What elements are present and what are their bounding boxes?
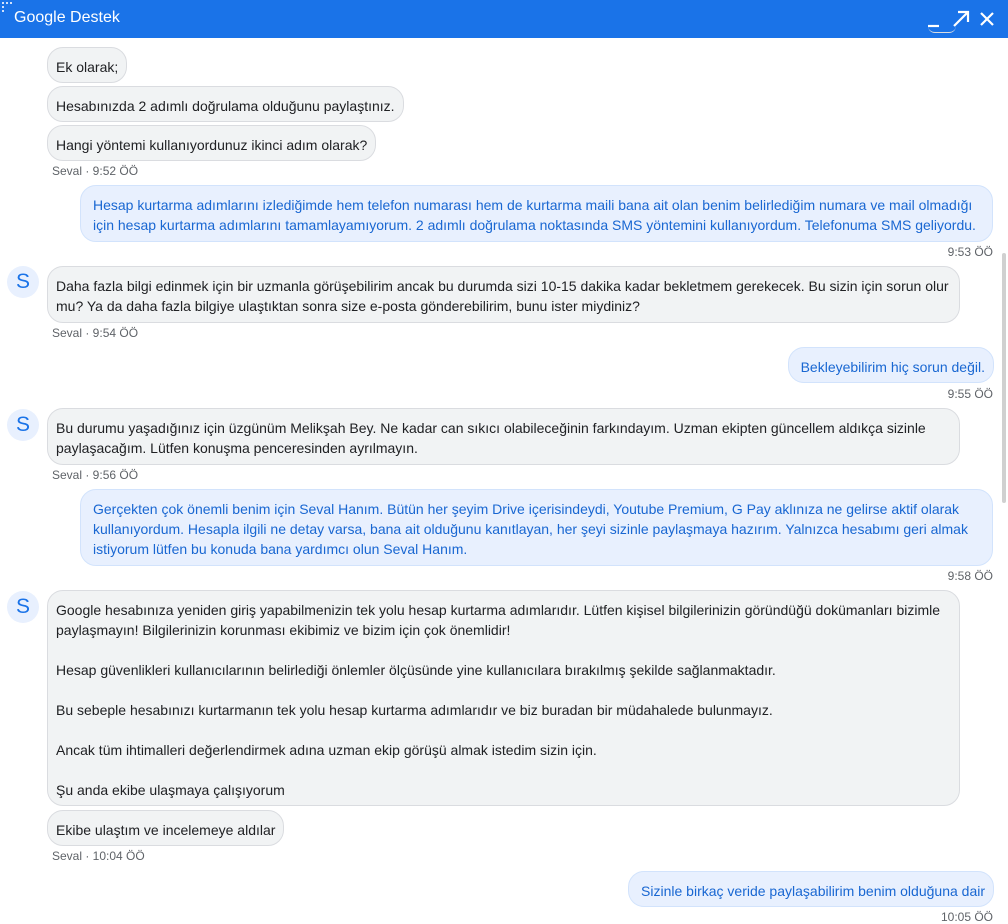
message-paragraph: Bu sebeple hesabınızı kurtarmanın tek yolu hesap kurtarma adımlarıdır ve biz buradan bir müdahalede bulunmayız. (56, 702, 773, 718)
agent-message: Ekibe ulaştım ve incelemeye aldılar (47, 810, 284, 846)
user-message: Sizinle birkaç veride paylaşabilirim benim olduğuna dair (628, 871, 994, 907)
user-message: Bekleyebilirim hiç sorun değil. (788, 347, 994, 383)
message-meta: Seval · 9:54 ÖÖ (52, 326, 139, 340)
scrollbar[interactable] (1001, 38, 1008, 923)
close-icon[interactable] (976, 8, 998, 30)
message-meta: 9:55 ÖÖ (947, 387, 993, 401)
user-message: Gerçekten çok önemli benim için Seval Hanım. Bütün her şeyim Drive içerisindeydi, Youtube Premium, G Pay aklınıza ne gelirse aktif olarak kullanıyordum. Hesapla ilgili ne detay varsa, bana ait olduğunu kanıtlayan, her şeyi sizinle paylaşmaya hazırım. Yalnızca hesabımı geri almak istiyorum lütfen bu konuda bana yardımcı olun Seval Hanım. (80, 489, 993, 566)
chat-header (0, 0, 1008, 38)
agent-message: Hesabınızda 2 adımlı doğrulama olduğunu paylaştınız. (47, 86, 404, 122)
agent-message: Hangi yöntemi kullanıyordunuz ikinci adım olarak? (47, 125, 376, 161)
avatar: S (7, 409, 39, 441)
avatar: S (7, 591, 39, 623)
agent-message (47, 590, 960, 806)
message-meta: Seval · 10:04 ÖÖ (52, 849, 145, 863)
user-message: Hesap kurtarma adımlarını izlediğimde hem telefon numarası hem de kurtarma maili bana ait olan benim belirlediğim numara ve mail olmadığı için hesap kurtarma adımlarını tamamlayamıyorum. 2 adımlı doğrulama noktasında SMS yöntemini kullanıyordum. Telefonuma SMS geliyordu. (80, 185, 993, 242)
agent-message: Bu durumu yaşadığınız için üzgünüm Melikşah Bey. Ne kadar can sıkıcı olabileceğinin farkındayım. Uzman ekipten güncellem aldıkça sizinle paylaşacağım. Lütfen konuşma penceresinden ayrılmayın. (47, 408, 960, 465)
avatar: S (7, 266, 39, 298)
message-meta: Seval · 9:52 ÖÖ (52, 164, 139, 178)
message-meta: 9:58 ÖÖ (947, 569, 993, 583)
message-paragraph: Google hesabınıza yeniden giriş yapabilmenizin tek yolu hesap kurtarma adımlarıdır. Lütfen kişisel bilgilerinizin göründüğü dokümanları bizimle paylaşmayın! Bilgilerinizin korunması ekibimiz ve bizim için çok önemlidir! (56, 602, 941, 638)
message-paragraph: Ancak tüm ihtimalleri değerlendirmek adına uzman ekip görüşü almak istedim sizin için. (56, 742, 597, 758)
agent-message: Daha fazla bilgi edinmek için bir uzmanla görüşebilirim ancak bu durumda sizi 10-15 dakika kadar bekletmem gerekecek. Bu sizin için sorun olur mu? Ya da daha fazla bilgiye ulaştıktan sonra size e-posta gönderebilirim, bunu ister miydiniz? (47, 266, 960, 323)
window-title: Google Destek (14, 9, 120, 26)
message-meta: Seval · 9:56 ÖÖ (52, 468, 139, 482)
message-meta: 9:53 ÖÖ (947, 245, 993, 259)
scrollbar-thumb[interactable] (1002, 253, 1006, 503)
agent-message: Ek olarak; (47, 47, 127, 83)
message-paragraph: Şu anda ekibe ulaşmaya çalışıyorum (56, 782, 285, 798)
message-meta: 10:05 ÖÖ (940, 910, 993, 924)
previous-message-edge (928, 26, 956, 33)
drag-grip-icon[interactable] (2, 2, 12, 14)
message-paragraph: Hesap güvenlikleri kullanıcılarının belirlediği önlemler ölçüsünde yine kullanıcılara bırakılmış şekilde sağlanmaktadır. (56, 662, 776, 678)
